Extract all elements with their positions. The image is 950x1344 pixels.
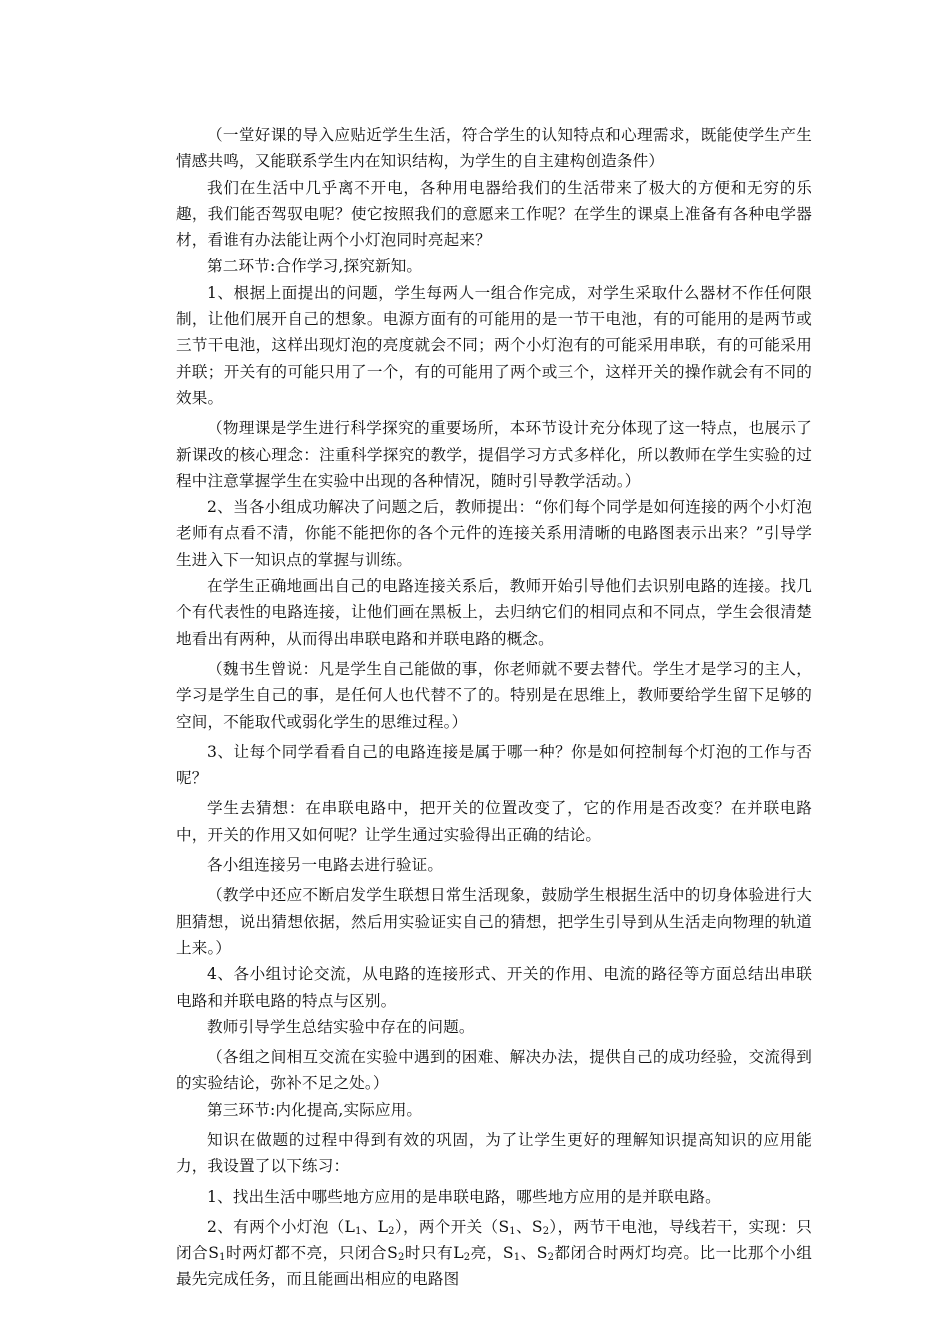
paragraph-practice-intro: 知识在做题的过程中得到有效的巩固，为了让学生更好的理解知识提高知识的应用能力，我设置了以下练习： bbox=[176, 1130, 812, 1176]
paragraph-verify: 各小组连接另一电路去进行验证。 bbox=[207, 856, 444, 875]
paragraph-note-4: （各组之间相互交流在实验中遇到的困难、解决办法，提供自己的成功经验，交流得到的实验结论，弥补不足之处。） bbox=[176, 1048, 812, 1093]
paragraph-note-2: （魏书生曾说：凡是学生自己能做的事，你老师就不要去替代。学生才是学习的主人，学习是学生自己的事，是任何人也代替不了的。特别是在思维上，教师要给学生留下足够的空间，不能取代或弱化学生的思维过程。） bbox=[176, 659, 812, 731]
paragraph-guess: 学生去猜想：在串联电路中，把开关的位置改变了，它的作用是否改变？在并联电路中，开关的作用又如何呢？让学生通过实验得出正确的结论。 bbox=[176, 799, 812, 844]
section-heading-2: 第二环节:合作学习,探究新知。 bbox=[207, 257, 423, 276]
paragraph-exercise-2: 2、有两个小灯泡（$L_1$、$L_2$），两个开关（$S_1$、$S_2$），两节干电池，导线若干，实现：只闭合$S_1$时两灯都不亮，只闭合$S_2$时只有$L_2$亮，$S_1$、$S_2$都闭合时两灯均亮。比一比那个小组最先完成任务，而且能画出相应的电路图 bbox=[176, 1217, 812, 1289]
paragraph-note-3: （教学中还应不断启发学生联想日常生活现象，鼓励学生根据生活中的切身体验进行大胆猜想，说出猜想依据，然后用实验证实自己的猜想，把学生引导到从生活走向物理的轨道上来。） bbox=[176, 886, 812, 957]
paragraph-summary: 教师引导学生总结实验中存在的问题。 bbox=[207, 1017, 475, 1036]
paragraph-exercise-1: 1、找出生活中哪些地方应用的是串联电路，哪些地方应用的是并联电路。 bbox=[207, 1187, 721, 1206]
paragraph-lead-in: 我们在生活中几乎离不开电，各种用电器给我们的生活带来了极大的方便和无穷的乐趣，我们能否驾驭电呢？使它按照我们的意愿来工作呢？在学生的课桌上准备有各种电学器材，看谁有办法能让两个小灯泡同时亮起来？ bbox=[176, 178, 812, 250]
paragraph-step-2: 2、当各小组成功解决了问题之后，教师提出：“你们每个同学是如何连接的两个小灯泡老师有点看不清，你能不能把你的各个元件的连接关系用清晰的电路图表示出来？”引导学生进入下一知识点的掌握与训练。 bbox=[176, 498, 812, 569]
paragraph-intro-note: （一堂好课的导入应贴近学生生活，符合学生的认知特点和心理需求，既能使学生产生情感共鸣，又能联系学生内在知识结构，为学生的自主建构创造条件） bbox=[176, 126, 812, 171]
document-body bbox=[176, 122, 812, 1293]
section-heading-3: 第三环节:内化提高,实际应用。 bbox=[207, 1100, 423, 1119]
paragraph-note-1: （物理课是学生进行科学探究的重要场所，本环节设计充分体现了这一特点，也展示了新课改的核心理念：注重科学探究的教学，提倡学习方式多样化，所以教师在学生实验的过程中注意掌握学生在实验中出现的各种情况，随时引导教学活动。） bbox=[176, 419, 812, 490]
paragraph-step-3: 3、让每个同学看看自己的电路连接是属于哪一种？你是如何控制每个灯泡的工作与否呢？ bbox=[176, 742, 812, 788]
paragraph-step-4: 4、各小组讨论交流，从电路的连接形式、开关的作用、电流的路径等方面总结出串联电路和并联电路的特点与区别。 bbox=[176, 965, 812, 1010]
paragraph-step-1: 1、根据上面提出的问题，学生每两人一组合作完成，对学生采取什么器材不作任何限制，让他们展开自己的想象。电源方面有的可能用的是一节干电池，有的可能用的是两节或三节干电池，这样出现灯泡的亮度就会不同；两个小灯泡有的可能采用串联，有的可能采用并联；开关有的可能只用了一个，有的可能用了两个或三个，这样开关的操作就会有不同的效果。 bbox=[176, 283, 812, 407]
paragraph-identify: 在学生正确地画出自己的电路连接关系后，教师开始引导他们去识别电路的连接。找几个有代表性的电路连接，让他们画在黑板上，去归纳它们的相同点和不同点，学生会很清楚地看出有两种，从而得出串联电路和并联电路的概念。 bbox=[176, 577, 812, 648]
